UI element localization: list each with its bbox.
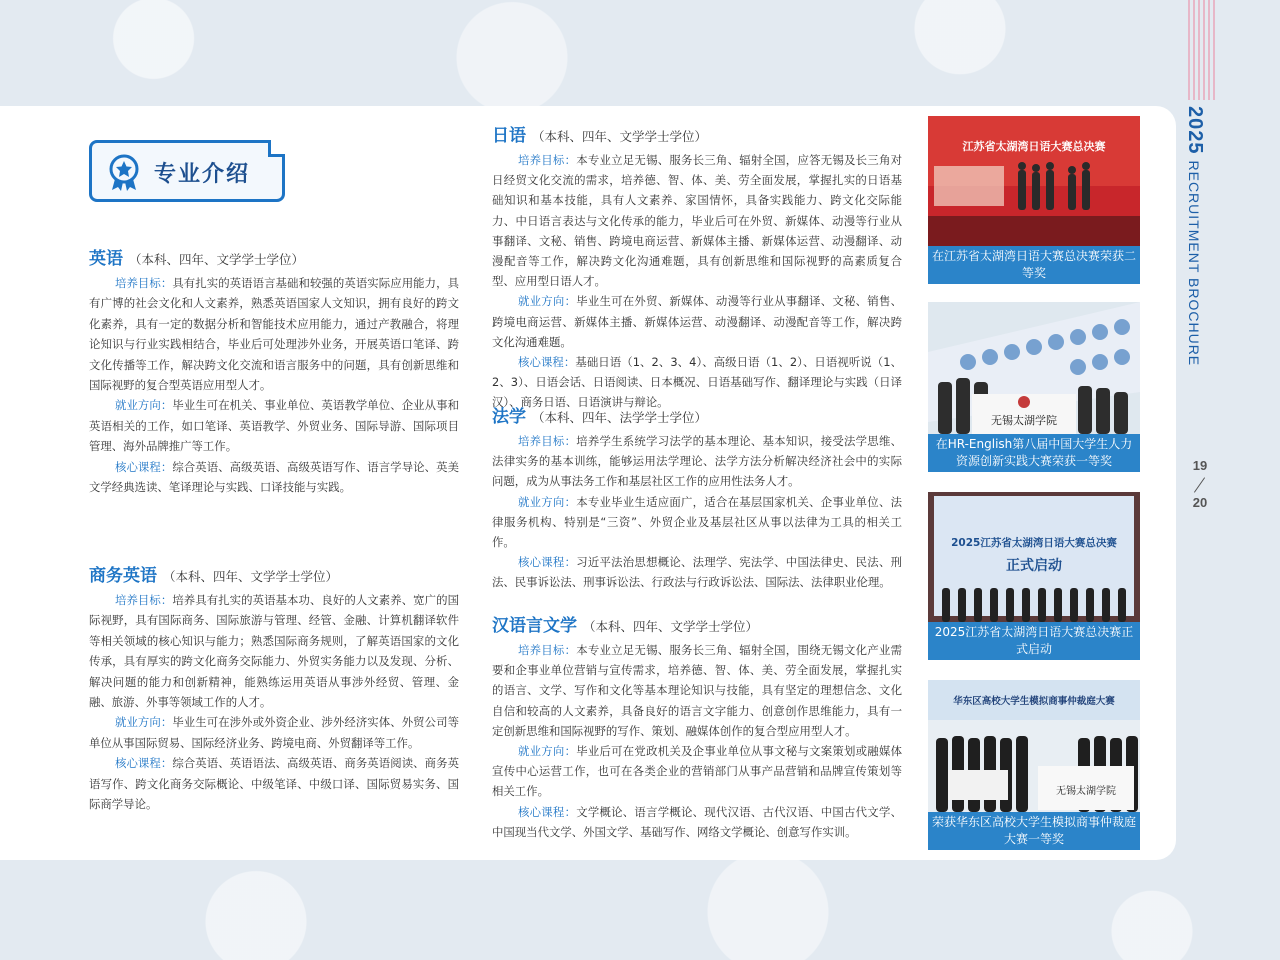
medal-icon: [104, 153, 144, 193]
stage-banner: 江苏省太湖湾日语大赛总决赛: [962, 140, 1106, 153]
photo-caption: 在HR-English第八届中国大学生人力资源创新实践大赛荣获一等奖: [928, 434, 1140, 472]
page-number: [1188, 458, 1212, 510]
major-title: 汉语言文学: [492, 616, 577, 636]
banner-school: 无锡太湖学院: [1056, 786, 1116, 797]
major-career: 就业方向：毕业后可在党政机关及企事业单位从事文秘与文案策划或融媒体宣传中心运营工作，也可在各类企业的营销部门从事产品营销和品牌宣传策划等相关工作。: [492, 744, 902, 799]
major-title: 日语: [492, 126, 526, 146]
page-divider: [1191, 476, 1209, 492]
screen-title: 2025江苏省太湖湾日语大赛总决赛: [951, 537, 1117, 549]
screen-subtitle: 正式启动: [1006, 558, 1062, 574]
page-left: 19: [1192, 458, 1208, 473]
brochure-label: RECRUITMENT BROCHURE: [1186, 160, 1202, 367]
major-degree: （本科、四年、文学学士学位）: [163, 569, 339, 584]
major-title: 商务英语: [89, 566, 157, 586]
photo-contest-launch: [928, 492, 1140, 660]
major-goal: 培养目标：本专业立足无锡、服务长三角、辐射全国，应答无锡及长三角对日经贸文化交流的需求，培养德、智、体、美、劳全面发展，掌握扎实的日语基础知识和基本技能，具有人文素养、家国情怀，具备实践能力、跨文化交际能力、中日语言表达与文化传承的能力，毕业后可在外贸、新媒体、动漫等行业从事翻译、文秘、销售、跨境电商运营、新媒体主播、新媒体运营、动漫翻译、动漫配音等工作，解决跨文化沟通难题，具有创新思维和国际视野的高素质复合型、应用型日语人才。: [492, 153, 902, 289]
major-japanese: [492, 121, 902, 413]
major-business-english: [89, 561, 459, 814]
major-goal: 培养目标：培养学生系统学习法学的基本理论、基本知识，接受法学思维、法律实务的基本训练，能够运用法学理论、法学方法分析解决经济社会中的实际问题，成为从事法务工作和基层社区工作的应用性法务人才。: [492, 434, 902, 489]
major-career: 就业方向：本专业毕业生适应面广，适合在基层国家机关、企事业单位、法律服务机构、特别是“三资”、外贸企业及基层社区从事以法律为工具的相关工作。: [492, 494, 902, 550]
major-course: 核心课程：习近平法治思想概论、法理学、宪法学、中国法律史、民法、刑法、民事诉讼法、刑事诉讼法、行政法与行政诉讼法、国际法、法律职业伦理。: [492, 555, 902, 590]
photo-arbitration-contest: [928, 680, 1140, 850]
major-degree: （本科、四年、文学学士学位）: [583, 619, 759, 634]
major-title: 英语: [89, 249, 123, 269]
photo-caption: 2025江苏省太湖湾日语大赛总决赛正式启动: [928, 622, 1140, 660]
section-title: 专业介绍: [154, 162, 251, 187]
photo-caption: 在江苏省太湖湾日语大赛总决赛荣获二等奖: [928, 246, 1140, 284]
photo-hr-english-contest: [928, 302, 1140, 472]
major-law: [492, 402, 902, 593]
major-degree: （本科、四年、文学学士学位）: [129, 252, 305, 267]
major-goal: 培养目标：本专业立足无锡、服务长三角、辐射全国，围绕无锡文化产业需要和企事业单位营销与宣传需求，培养德、智、体、美、劳全面发展，掌握扎实的语言、文学、写作和文化等基本理论知识与技能，具有坚定的理想信念、文化自信和较高的人文素养，具备良好的语言文字能力、创意创作思维能力，具有一定创新思维和国际视野的写作、策划、融媒体创作的复合型应用型人才。: [492, 643, 902, 738]
banner-text: 无锡太湖学院: [991, 414, 1057, 427]
year-label: 2025: [1184, 106, 1206, 155]
section-header: [89, 140, 285, 202]
photo-japanese-contest: [928, 116, 1140, 284]
major-course: 核心课程：综合英语、英语语法、高级英语、商务英语阅读、商务英语写作、跨文化商务交际概论、中级笔译、中级口译、国际贸易实务、国际商学导论。: [89, 756, 459, 812]
major-degree: （本科、四年、法学学士学位）: [532, 410, 708, 425]
major-goal: 培养目标：培养具有扎实的英语基本功、良好的人文素养、宽广的国际视野，具有国际商务、国际旅游与管理、经管、金融、计算机翻译软件等相关领域的核心知识与能力；熟悉国际商务规则，了解英语国家的文化传承，具有厚实的跨文化商务交际能力、外贸实务能力以及发现、分析、解决问题的能力和创新精神，能熟练运用英语从事涉外经贸、管理、金融、旅游、外事等领域工作的人才。: [89, 593, 459, 710]
major-course: 核心课程：文学概论、语言学概论、现代汉语、古代汉语、中国古代文学、中国现当代文学、外国文学、基础写作、网络文学概论、创意写作实训。: [492, 804, 902, 839]
major-course: 核心课程：综合英语、高级英语、高级英语写作、语言学导论、英美文学经典选读、笔译理论与实践、口译技能与实践。: [89, 459, 459, 495]
major-career: 就业方向：毕业生可在涉外或外资企业、涉外经济实体、外贸公司等单位从事国际贸易、国际经济业务、跨境电商、外贸翻译等工作。: [89, 715, 459, 750]
major-degree: （本科、四年、文学学士学位）: [532, 129, 708, 144]
side-brochure-title: [1183, 106, 1206, 366]
decorative-stripes: [1188, 0, 1218, 100]
major-career: 就业方向：毕业生可在外贸、新媒体、动漫等行业从事翻译、文秘、销售、跨境电商运营、新媒体主播、新媒体运营、动漫翻译、动漫配音等工作，解决跨文化沟通难题。: [492, 294, 902, 349]
photo-caption: 荣获华东区高校大学生模拟商事仲裁庭大赛一等奖: [928, 812, 1140, 850]
major-goal: 培养目标：具有扎实的英语语言基础和较强的英语实际应用能力，具有广博的社会文化和人文素养，熟悉英语国家人文知识，拥有良好的跨文化素养，具有一定的数据分析和智能技术应用能力，通过产教融合，将理论知识与行业实践相结合，毕业后可处理涉外业务，开展英语口笔译、跨文化传播等工作，解决跨文化交流和语言服务中的问题，具有创新思维和国际视野的复合型英语应用型人才。: [89, 276, 459, 393]
banner-text: 华东区高校大学生模拟商事仲裁庭大赛: [953, 696, 1115, 707]
page-right: 20: [1192, 495, 1208, 510]
major-english: [89, 244, 459, 497]
major-career: 就业方向：毕业生可在机关、事业单位、英语教学单位、企业从事和英语相关的工作，如口笔译、英语教学、外贸业务、国际导游、国际项目管理、海外品牌推广等工作。: [89, 398, 459, 454]
major-course: 核心课程：基础日语（1、2、3、4）、高级日语（1、2）、日语视听说（1、2、3）、日语会话、日语阅读、日本概况、日语基础写作、翻译理论与实践（日译汉）、商务日语、日语演讲与辩论。: [492, 355, 902, 410]
major-chinese-literature: [492, 611, 902, 842]
major-title: 法学: [492, 407, 526, 427]
